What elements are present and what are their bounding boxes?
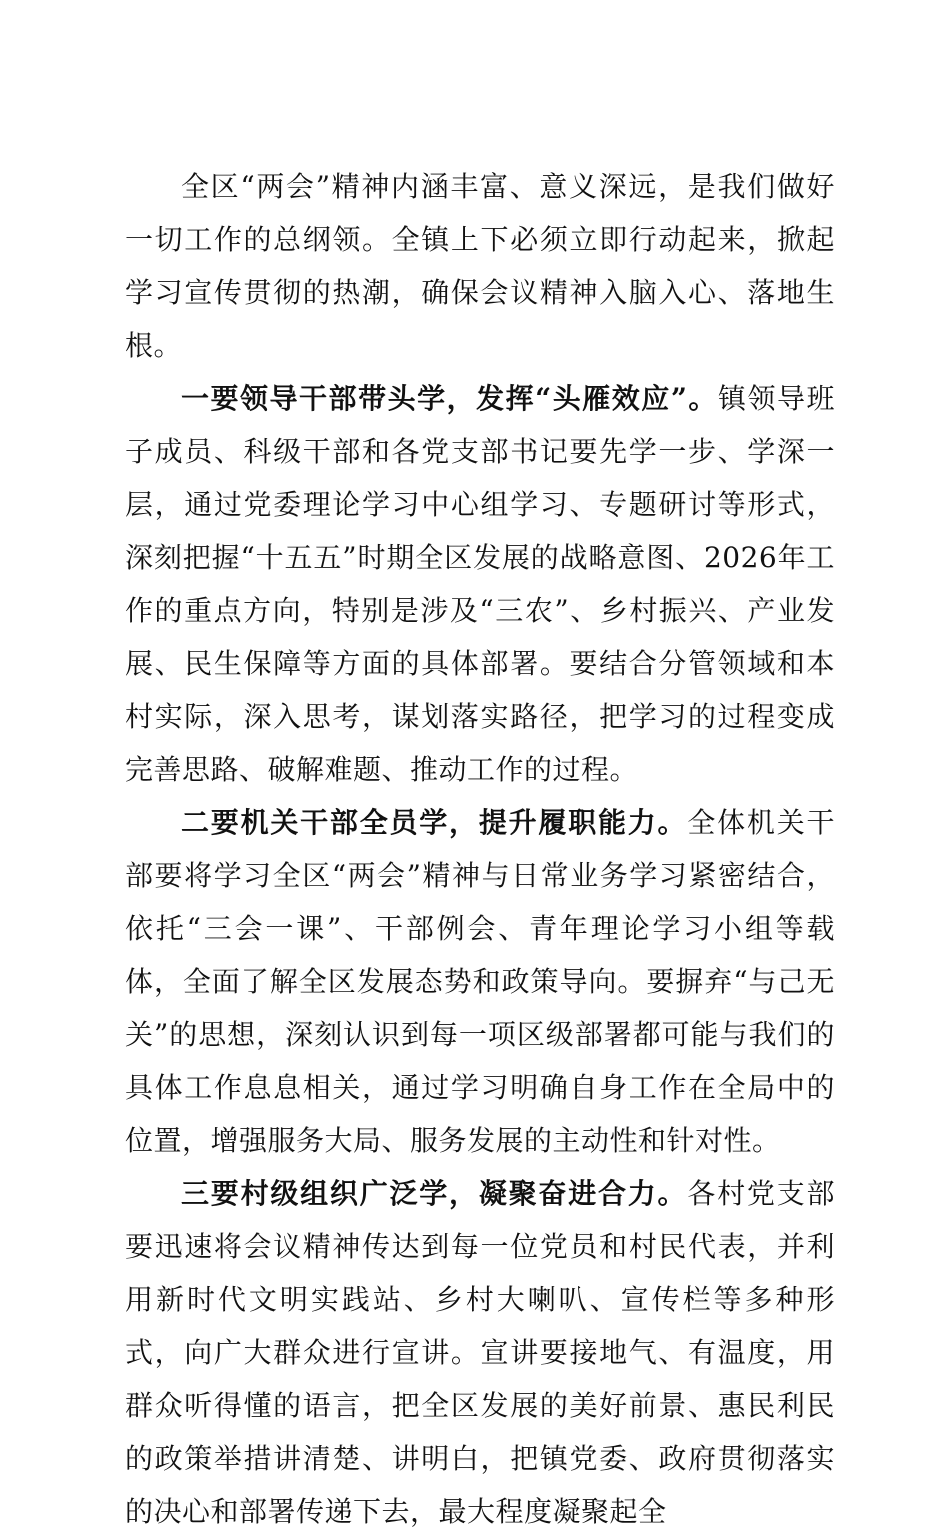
paragraph-text: 镇领导班子成员、科级干部和各党支部书记要先学一步、学深一层，通过党委理论学习中心组学习、专题研讨等形式，深刻把握“十五五”时期全区发展的战略意图、2026年工作的重点方向，特别是涉及“三农”、乡村振兴、产业发展、民生保障等方面的具体部署。要结合分管领域和本村实际，深入思考，谋划落实路径，把学习的过程变成完善思路、破解难题、推动工作的过程。 <box>125 382 835 786</box>
document-body <box>125 160 835 1538</box>
paragraph-lead: 二要机关干部全员学，提升履职能力。 <box>181 806 688 839</box>
paragraph-intro <box>125 160 835 372</box>
paragraph-leaders <box>125 372 835 796</box>
paragraph-lead: 三要村级组织广泛学，凝聚奋进合力。 <box>181 1177 688 1210</box>
paragraph-officials <box>125 796 835 1167</box>
paragraph-lead: 一要领导干部带头学，发挥“头雁效应”。 <box>181 382 718 415</box>
paragraph-villages <box>125 1167 835 1538</box>
paragraph-text: 全区“两会”精神内涵丰富、意义深远，是我们做好一切工作的总纲领。全镇上下必须立即行动起来，掀起学习宣传贯彻的热潮，确保会议精神入脑入心、落地生根。 <box>125 170 835 362</box>
paragraph-text: 各村党支部要迅速将会议精神传达到每一位党员和村民代表，并利用新时代文明实践站、乡村大喇叭、宣传栏等多种形式，向广大群众进行宣讲。宣讲要接地气、有温度，用群众听得懂的语言，把全区发展的美好前景、惠民利民的政策举措讲清楚、讲明白，把镇党委、政府贯彻落实的决心和部署传递下去，最大程度凝聚起全 <box>125 1177 835 1528</box>
paragraph-text: 全体机关干部要将学习全区“两会”精神与日常业务学习紧密结合，依托“三会一课”、干部例会、青年理论学习小组等载体，全面了解全区发展态势和政策导向。要摒弃“与己无关”的思想，深刻认识到每一项区级部署都可能与我们的具体工作息息相关，通过学习明确自身工作在全局中的位置，增强服务大局、服务发展的主动性和针对性。 <box>125 806 835 1157</box>
